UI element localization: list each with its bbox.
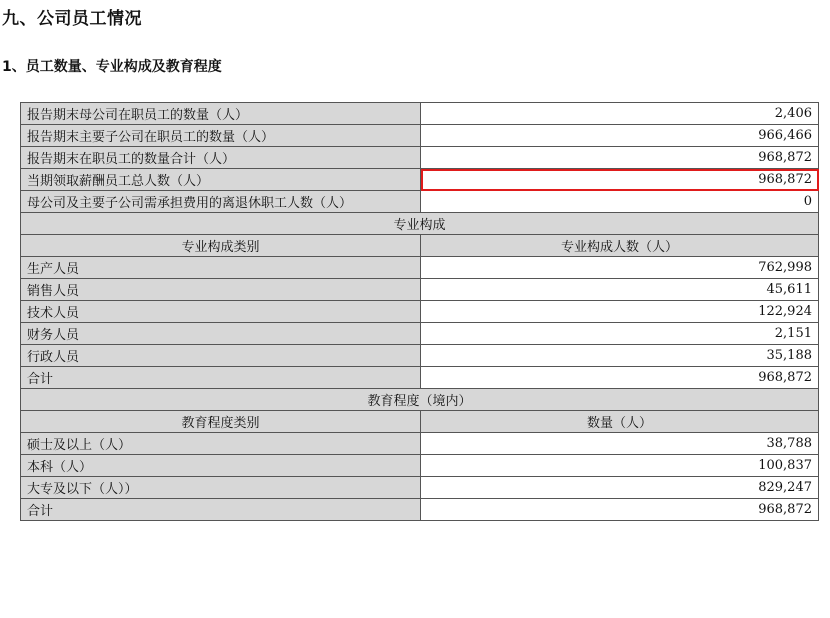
education-col-count: 数量（人） — [421, 411, 819, 433]
table-row — [21, 345, 819, 367]
row-value: 2,151 — [421, 323, 819, 345]
row-label: 技术人员 — [21, 301, 421, 323]
row-value: 38,788 — [421, 433, 819, 455]
row-value: 829,247 — [421, 477, 819, 499]
row-value: 968,872 — [421, 367, 819, 389]
education-section-label: 教育程度（境内） — [21, 389, 819, 411]
row-label: 母公司及主要子公司需承担费用的离退休职工人数（人） — [21, 191, 421, 213]
section-header-row — [21, 213, 819, 235]
column-header-row — [21, 235, 819, 257]
highlighted-value: 968,872 — [421, 169, 819, 191]
table-row — [21, 125, 819, 147]
row-value: 45,611 — [421, 279, 819, 301]
table-row — [21, 147, 819, 169]
table-row — [21, 455, 819, 477]
table-row — [21, 169, 819, 191]
row-label: 报告期末主要子公司在职员工的数量（人） — [21, 125, 421, 147]
row-label: 销售人员 — [21, 279, 421, 301]
row-label: 行政人员 — [21, 345, 421, 367]
row-value: 968,872 — [421, 147, 819, 169]
row-label: 当期领取薪酬员工总人数（人） — [21, 169, 421, 191]
column-header-row — [21, 411, 819, 433]
row-label: 硕士及以上（人） — [21, 433, 421, 455]
table-row — [21, 279, 819, 301]
section-title: 九、公司员工情况 — [2, 9, 142, 29]
table-row — [21, 499, 819, 521]
employee-table — [20, 102, 819, 521]
row-label: 报告期末母公司在职员工的数量（人） — [21, 103, 421, 125]
table-row — [21, 323, 819, 345]
row-label: 本科（人） — [21, 455, 421, 477]
table-row — [21, 191, 819, 213]
row-value: 966,466 — [421, 125, 819, 147]
row-label: 报告期末在职员工的数量合计（人） — [21, 147, 421, 169]
professional-section-label: 专业构成 — [21, 213, 819, 235]
section-header-row — [21, 389, 819, 411]
row-label: 合计 — [21, 367, 421, 389]
education-col-category: 教育程度类别 — [21, 411, 421, 433]
table-row — [21, 103, 819, 125]
row-label: 生产人员 — [21, 257, 421, 279]
row-value: 35,188 — [421, 345, 819, 367]
row-label: 合计 — [21, 499, 421, 521]
table-row — [21, 477, 819, 499]
table-row — [21, 367, 819, 389]
row-label: 大专及以下（人）） — [21, 477, 421, 499]
row-value: 122,924 — [421, 301, 819, 323]
row-value: 0 — [421, 191, 819, 213]
table-row — [21, 301, 819, 323]
row-label: 财务人员 — [21, 323, 421, 345]
table-row — [21, 257, 819, 279]
professional-col-count: 专业构成人数（人） — [421, 235, 819, 257]
row-value: 100,837 — [421, 455, 819, 477]
professional-col-category: 专业构成类别 — [21, 235, 421, 257]
table-row — [21, 433, 819, 455]
subsection-title: 1、员工数量、专业构成及教育程度 — [2, 59, 222, 75]
row-value: 762,998 — [421, 257, 819, 279]
row-value: 2,406 — [421, 103, 819, 125]
row-value: 968,872 — [421, 499, 819, 521]
